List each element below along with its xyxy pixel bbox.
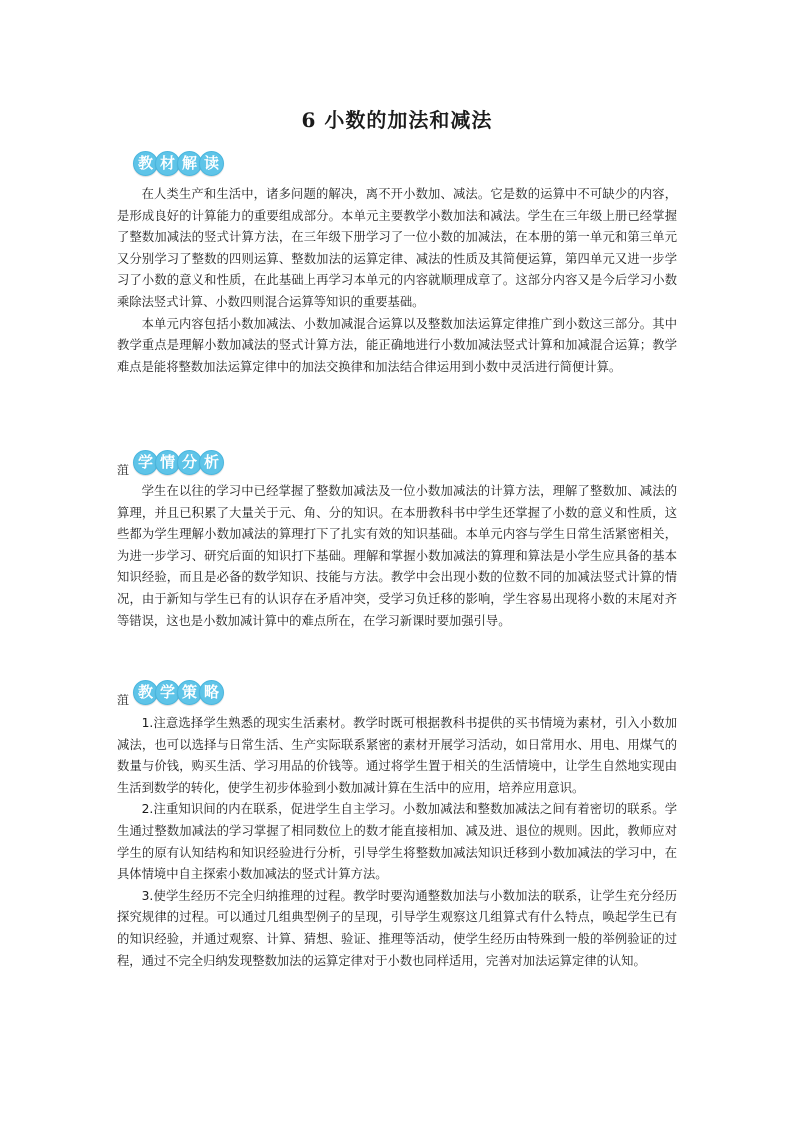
header-prefix: 菹	[117, 692, 130, 707]
heading-char: 教	[133, 151, 158, 176]
paragraph: 在人类生产和生活中，诸多问题的解决，离不开小数加、减法。它是数的运算中不可缺少的内容，是形成良好的计算能力的重要组成部分。本单元主要教学小数加法和减法。学生在三年级上册已经掌握了整数加减法的竖式计算方法，在三年级下册学习了一位小数的加减法，在本册的第一单元和第三单元又分别学习了整数的四则运算、整数加法的运算定律、减法的性质及其简便运算，第四单元又进一步学习了小数的意义和性质，在此基础上再学习本单元的内容就顺理成章了。这部分内容又是今后学习小数乘除法竖式计算、小数四则混合运算等知识的重要基础。	[117, 187, 677, 309]
section-teaching-strategy	[117, 677, 677, 972]
paragraph: 1.注意选择学生熟悉的现实生活素材。教学时既可根据教科书提供的买书情境为素材，引入小数加减法，也可以选择与日常生活、生产实际联系紧密的素材开展学习活动，如日常用水、用电、用煤气的数量与价钱，购买生活、学习用品的价钱等。通过将学生置于相关的生活情境中，让学生自然地实现由生活到数学的转化，使学生初步体验到小数加减计算在生活中的应用，培养应用意识。	[117, 716, 677, 795]
paragraph: 本单元内容包括小数加减法、小数加减混合运算以及整数加法运算定律推广到小数这三部分。其中教学重点是理解小数加减法的竖式计算方法，能正确地进行小数加减法竖式计算和加减混合运算；教学难点是能将整数加法运算定律中的加法交换律和加法结合律运用到小数中灵活进行简便计算。	[117, 316, 677, 374]
section-header	[117, 148, 677, 178]
paragraph: 3.使学生经历不完全归纳推理的过程。教学时要沟通整数加法与小数加法的联系，让学生充分经历探究规律的过程。可以通过几组典型例子的呈现，引导学生观察这几组算式有什么特点，唤起学生已有的知识经验，并通过观察、计算、猜想、验证、推理等活动，使学生经历由特殊到一般的举例验证的过程，通过不完全归纳发现整数加法的运算定律对于小数也同样适用，完善对加法运算定律的认知。	[117, 888, 677, 968]
section-heading-badge	[133, 151, 221, 176]
heading-char: 策	[177, 680, 202, 705]
heading-char: 材	[155, 151, 180, 176]
section-textbook-analysis	[117, 148, 677, 378]
heading-char: 解	[177, 151, 202, 176]
section-heading-badge	[133, 680, 221, 705]
page-title: 6 小数的加法和减法	[301, 108, 493, 132]
section-header	[117, 677, 677, 707]
heading-char: 析	[199, 450, 224, 475]
paragraph: 2.注重知识间的内在联系，促进学生自主学习。小数加减法和整数加减法之间有着密切的联系。学生通过整数加减法的学习掌握了相同数位上的数才能直接相加、减及进、退位的规则。因此，教师应对学生的原有认知结构和知识经验进行分析，引导学生将整数加减法知识迁移到小数加减法的学习中，在具体情境中自主探索小数加减法的竖式计算方法。	[117, 802, 677, 882]
heading-char: 略	[199, 680, 224, 705]
heading-char: 读	[199, 151, 224, 176]
paragraph: 学生在以往的学习中已经掌握了整数加减法及一位小数加减法的计算方法，理解了整数加、减法的算理，并且已积累了大量关于元、角、分的知识。在本册教科书中学生还掌握了小数的意义和性质，这些都为学生理解小数加减法的算理打下了扎实有效的知识基础。本单元内容与学生日常生活紧密相关，为进一步学习、研究后面的知识打下基础。理解和掌握小数加减法的算理和算法是小学生应具备的基本知识经验，而且是必备的数学知识、技能与方法。教学中会出现小数的位数不同的加减法竖式计算的情况，由于新知与学生已有的认识存在矛盾冲突，受学习负迁移的影响，学生容易出现将小数的末尾对齐等错误，这也是小数加减计算中的难点所在，在学习新课时要加强引导。	[117, 484, 677, 628]
section-heading-badge	[133, 450, 221, 475]
heading-char: 学	[133, 450, 158, 475]
heading-char: 情	[155, 450, 180, 475]
heading-char: 教	[133, 680, 158, 705]
heading-char: 分	[177, 450, 202, 475]
heading-char: 学	[155, 680, 180, 705]
section-student-analysis	[117, 447, 677, 632]
header-prefix: 菹	[117, 462, 130, 477]
section-header	[117, 447, 677, 477]
